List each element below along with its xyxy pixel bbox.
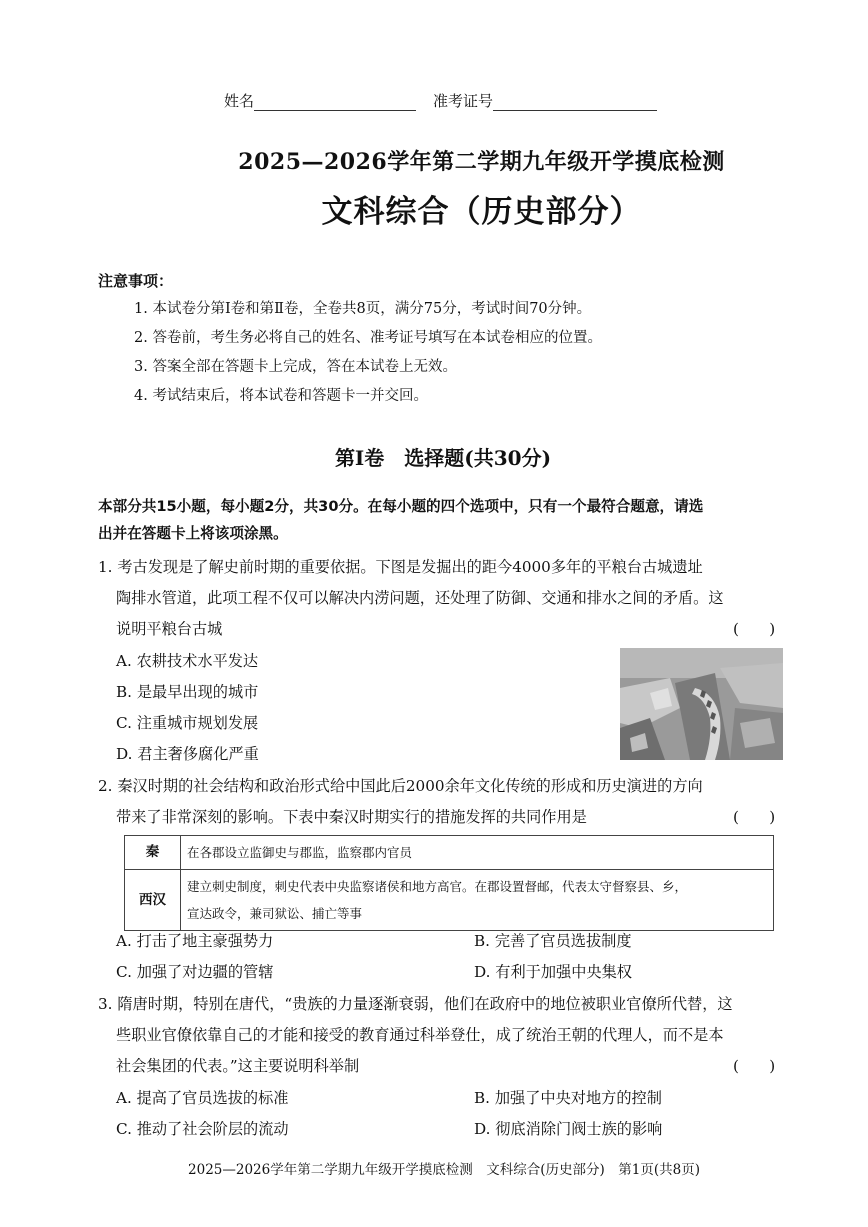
table-cell-line: 建立刺史制度，刺史代表中央监察诸侯和地方高官。在郡设置督邮，代表太守督察县、乡， (187, 879, 688, 894)
page-footer: 2025—2026学年第二学期九年级开学摸底检测 文科综合(历史部分) 第1页(共8页) (188, 1162, 700, 1178)
section-intro: 出并在答题卡上将该项涂黑。 (98, 525, 288, 542)
option-a: A. 提高了官员选拔的标准 (116, 1089, 289, 1107)
policy-table (124, 835, 774, 931)
option-c: C. 注重城市规划发展 (116, 714, 259, 732)
table-cell-value: 在各郡设立监御史与郡监，监察郡内官员 (181, 836, 774, 870)
option-a: A. 农耕技术水平发达 (116, 652, 259, 670)
option-b: B. 完善了官员选拔制度 (474, 932, 632, 950)
notice-item: 2. 答卷前，考生务必将自己的姓名、准考证号填写在本试卷相应的位置。 (134, 330, 602, 346)
question-1-text: 说明平粮台古城 (116, 620, 223, 638)
notice-item: 1. 本试卷分第Ⅰ卷和第Ⅱ卷，全卷共8页，满分75分，考试时间70分钟。 (134, 301, 592, 317)
exam-id-label: 准考证号 (433, 92, 494, 110)
table-row (125, 836, 774, 870)
table-cell-value (181, 870, 774, 931)
exam-id-blank[interactable] (493, 95, 657, 111)
option-d: D. 彻底消除门阀士族的影响 (474, 1120, 663, 1138)
option-d: D. 君主奢侈腐化严重 (116, 745, 259, 763)
option-b: B. 是最早出现的城市 (116, 683, 259, 701)
table-cell-key: 秦 (125, 836, 181, 870)
section-intro: 本部分共15小题，每小题2分，共30分。在每小题的四个选项中，只有一个最符合题意，请选 (98, 498, 704, 515)
name-field[interactable] (224, 90, 416, 111)
option-c: C. 加强了对边疆的管辖 (116, 963, 274, 981)
option-b: B. 加强了中央对地方的控制 (474, 1089, 662, 1107)
option-a: A. 打击了地主豪强势力 (116, 932, 274, 950)
notice-item: 3. 答案全部在答题卡上完成，答在本试卷上无效。 (134, 359, 457, 375)
question-3-text: 些职业官僚依靠自己的才能和接受的教育通过科举登仕，成了统治王朝的代理人，而不是本 (116, 1026, 724, 1044)
answer-paren: ( ) (733, 620, 776, 638)
excavation-photo (620, 648, 783, 760)
question-3-text: 3. 隋唐时期，特别在唐代，“贵族的力量逐渐衰弱，他们在政府中的地位被职业官僚所代替，这 (98, 995, 733, 1013)
option-c: C. 推动了社会阶层的流动 (116, 1120, 289, 1138)
question-1-text: 陶排水管道，此项工程不仅可以解决内涝问题，还处理了防御、交通和排水之间的矛盾。这 (116, 589, 724, 607)
section-title: 第Ⅰ卷 选择题(共30分) (334, 446, 552, 470)
notice-item: 4. 考试结束后，将本试卷和答题卡一并交回。 (134, 388, 428, 404)
name-blank[interactable] (254, 95, 416, 111)
option-d: D. 有利于加强中央集权 (474, 963, 632, 981)
answer-paren: ( ) (733, 808, 776, 826)
subject-title: 文科综合（历史部分） (321, 194, 642, 230)
table-cell-key: 西汉 (125, 870, 181, 931)
name-label: 姓名 (224, 92, 255, 110)
question-3-text: 社会集团的代表。”这主要说明科举制 (116, 1057, 360, 1075)
notice-heading: 注意事项： (98, 272, 174, 290)
answer-paren: ( ) (733, 1057, 776, 1075)
table-row (125, 870, 774, 931)
exam-id-field[interactable] (433, 90, 657, 111)
question-2-text: 带来了非常深刻的影响。下表中秦汉时期实行的措施发挥的共同作用是 (116, 808, 587, 826)
question-2-text: 2. 秦汉时期的社会结构和政治形式给中国此后2000余年文化传统的形成和历史演进的方向 (98, 777, 703, 795)
table-cell-line: 宣达政令，兼司狱讼、捕亡等事 (187, 906, 363, 921)
question-1-text: 1. 考古发现是了解史前时期的重要依据。下图是发掘出的距今4000多年的平粮台古城遗址 (98, 558, 703, 576)
exam-title: 2025—2026学年第二学期九年级开学摸底检测 (238, 149, 725, 175)
